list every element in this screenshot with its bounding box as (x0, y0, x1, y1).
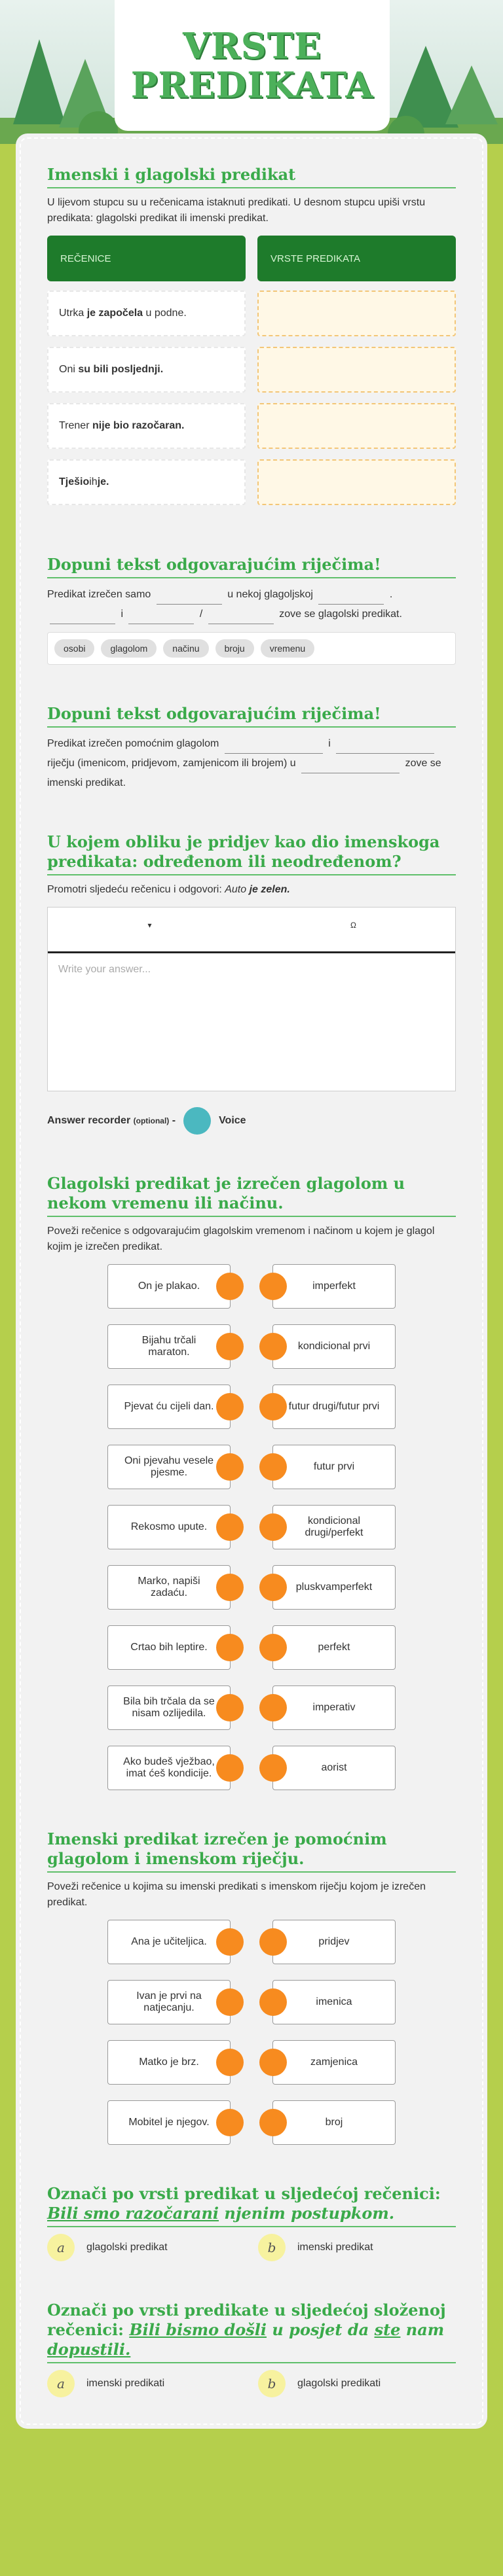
match-right-item[interactable] (272, 1505, 396, 1549)
match-left-item[interactable] (107, 1385, 231, 1429)
title-box (115, 0, 390, 131)
column-header-sentences: REČENICE (47, 236, 246, 281)
section-instruction (47, 882, 456, 898)
match-left-item[interactable] (107, 2040, 231, 2085)
match-row (47, 1920, 456, 1964)
option-label: imenski predikati (86, 2378, 165, 2389)
match-row (47, 2040, 456, 2085)
predicate-table (47, 236, 456, 516)
match-left-item[interactable] (107, 1445, 231, 1489)
connector-dot[interactable] (216, 1634, 244, 1661)
section-match-nominal (47, 1829, 456, 2145)
voice-label: Voice (219, 1115, 246, 1126)
match-right-text: futur prvi (313, 1461, 355, 1472)
match-right-text: zamjenica (310, 2056, 358, 2068)
sentence-text: Trener (59, 420, 90, 431)
match-left-item[interactable] (107, 1685, 231, 1730)
match-right-item[interactable] (272, 1746, 396, 1790)
connector-dot[interactable] (216, 1574, 244, 1601)
word-bank (47, 632, 456, 665)
types-column (257, 236, 456, 516)
connector-dot[interactable] (216, 1988, 244, 2016)
blank-input[interactable] (225, 742, 323, 754)
match-right-item[interactable] (272, 1685, 396, 1730)
section-heading: Imenski predikat izrečen je pomoćnim glagolom i imenskom riječju. (47, 1829, 456, 1873)
choice-option[interactable] (47, 2234, 245, 2261)
match-row (47, 1980, 456, 2024)
sentence-text: u podne. (145, 308, 187, 319)
option-badge: b (258, 2234, 286, 2261)
text-fragment: Predikat izrečen samo (47, 589, 151, 600)
predicate-text: je. (97, 476, 109, 487)
word-chip[interactable]: glagolom (101, 639, 157, 658)
choice-group (47, 2370, 456, 2397)
match-right-item[interactable] (272, 1264, 396, 1309)
special-characters-icon[interactable]: Ω (350, 921, 356, 930)
predicate-text: je započela (86, 308, 143, 319)
match-left-text: Oni pjevahu vesele pjesme. (124, 1455, 214, 1478)
match-row (47, 1685, 456, 1730)
page-title-text: VRSTE PREDIKATA (130, 25, 374, 106)
match-left-item[interactable] (107, 1505, 231, 1549)
text-fragment: Predikat izrečen pomoćnim glagolom (47, 738, 219, 749)
matching-exercise (47, 1920, 456, 2145)
match-row (47, 2100, 456, 2145)
match-right-text: futur drugi/futur prvi (288, 1401, 380, 1412)
heading-predicate: ste (374, 2320, 401, 2339)
match-left-item[interactable] (107, 1264, 231, 1309)
option-badge: b (258, 2370, 286, 2397)
match-right-item[interactable] (272, 1625, 396, 1670)
answer-drop-zone[interactable] (257, 403, 456, 449)
match-row (47, 1505, 456, 1549)
match-right-item[interactable] (272, 2040, 396, 2085)
blank-input[interactable] (157, 593, 222, 605)
match-right-text: pridjev (318, 1936, 350, 1947)
match-row (47, 1264, 456, 1309)
section-choice-1 (47, 2184, 456, 2261)
connector-dot[interactable] (259, 2109, 287, 2136)
blank-input[interactable] (301, 762, 400, 773)
section-heading (47, 2301, 456, 2363)
match-row (47, 1324, 456, 1369)
text-fragment: i (121, 609, 124, 620)
word-chip[interactable]: osobi (54, 639, 94, 658)
predicate-text: nije bio razočaran. (92, 420, 185, 431)
connector-dot[interactable] (259, 1988, 287, 2016)
match-right-item[interactable] (272, 2100, 396, 2145)
section-choice-2 (47, 2301, 456, 2397)
connector-dot[interactable] (259, 1694, 287, 1721)
heading-predicate: Bili smo razočarani (47, 2204, 219, 2223)
connector-dot[interactable] (259, 1453, 287, 1481)
connector-dot[interactable] (259, 1574, 287, 1601)
match-row (47, 1385, 456, 1429)
option-badge: a (47, 2234, 75, 2261)
connector-dot[interactable] (216, 1453, 244, 1481)
option-label: glagolski predikat (86, 2242, 168, 2253)
sentence-cell (47, 291, 246, 336)
text-fragment: u nekoj glagoljskoj (227, 589, 313, 600)
match-left-item[interactable] (107, 1746, 231, 1790)
match-left-item[interactable] (107, 1565, 231, 1610)
match-row (47, 1445, 456, 1489)
match-left-text: Marko, napiši zadaću. (138, 1576, 200, 1598)
connector-dot[interactable] (259, 1754, 287, 1782)
worksheet-body (20, 137, 483, 2425)
match-left-text: Rekosmo upute. (130, 1521, 208, 1532)
match-right-text: perfekt (318, 1642, 350, 1653)
text-fragment: / (199, 609, 203, 620)
sentence-cell (47, 403, 246, 449)
sentence-text: Utrka (59, 308, 84, 319)
match-left-text: Ako budeš vježbao, imat ćeš kondicije. (123, 1756, 215, 1779)
match-right-item[interactable] (272, 1324, 396, 1369)
match-right-text: broj (325, 2117, 343, 2128)
column-header-types: VRSTE PREDIKATA (257, 236, 456, 281)
word-chip[interactable]: broju (215, 639, 254, 658)
connector-dot[interactable] (216, 1393, 244, 1420)
connector-dot[interactable] (216, 2109, 244, 2136)
connector-dot[interactable] (216, 1754, 244, 1782)
match-left-text: Pjevat ću cijeli dan. (124, 1401, 214, 1412)
match-left-text: Mobitel je njegov. (128, 2117, 210, 2128)
answer-drop-zone[interactable] (257, 459, 456, 505)
match-row (47, 1746, 456, 1790)
match-right-item[interactable] (272, 1385, 396, 1429)
heading-text: Označi po vrsti predikate u sljedećoj složenoj rečenici: (47, 2301, 446, 2339)
sentence-cell (47, 347, 246, 393)
text-fragment: zove se imenski predikat. (47, 758, 441, 788)
choice-option[interactable] (47, 2370, 245, 2397)
section-instruction: Poveži rečenice s odgovarajućim glagolskim vremenom i načinom u kojem je glagol kojim je izrečen predikat. (47, 1226, 435, 1252)
answer-drop-zone[interactable] (257, 347, 456, 393)
header-banner (0, 0, 503, 144)
example-sentence: Auto (225, 884, 250, 895)
word-chip[interactable]: vremenu (261, 639, 314, 658)
match-right-item[interactable] (272, 1920, 396, 1964)
connector-dot[interactable] (259, 1928, 287, 1956)
font-dropdown-icon[interactable]: ▾ (147, 921, 152, 930)
connector-dot[interactable] (216, 1333, 244, 1360)
match-row (47, 1625, 456, 1670)
connector-dot[interactable] (216, 1694, 244, 1721)
matching-exercise (47, 1264, 456, 1790)
match-left-item[interactable] (107, 1324, 231, 1369)
section-instruction: U lijevom stupcu su u rečenicama istaknuti predikati. U desnom stupcu upiši vrstu predikata: glagolski predikat ili imenski predikat. (47, 197, 426, 224)
match-left-text: Ivan je prvi na natjecanju. (136, 1990, 202, 2013)
section-fill-blanks-1 (47, 555, 456, 665)
heading-text: u posjet da (267, 2320, 375, 2339)
text-fragment: . (389, 589, 393, 600)
heading-text: Označi po vrsti predikat u sljedećoj rečenici: (47, 2184, 441, 2203)
connector-dot[interactable] (259, 1513, 287, 1541)
connector-dot[interactable] (216, 1513, 244, 1541)
match-right-item[interactable] (272, 1980, 396, 2024)
section-fill-blanks-2 (47, 704, 456, 793)
editor-toolbar (48, 908, 455, 953)
fill-text (47, 585, 456, 624)
match-left-text: Bijahu trčali maraton. (141, 1335, 196, 1358)
section-heading: Glagolski predikat je izrečen glagolom u nekom vremenu ili načinu. (47, 1174, 456, 1217)
match-right-text: kondicional prvi (297, 1341, 371, 1352)
option-label: imenski predikat (297, 2242, 373, 2253)
section-open-answer (47, 832, 456, 1135)
match-right-text: imperfekt (312, 1280, 356, 1292)
heading-predicate: Bili bismo došli (129, 2320, 267, 2339)
blank-input[interactable] (318, 593, 384, 605)
section-heading: Dopuni tekst odgovarajućim riječima! (47, 704, 456, 728)
section-match-tenses (47, 1174, 456, 1790)
connector-dot[interactable] (216, 1928, 244, 1956)
predicate-text: su bili posljednji. (78, 364, 164, 375)
option-badge: a (47, 2370, 75, 2397)
match-row (47, 1565, 456, 1610)
answer-recorder (47, 1107, 456, 1135)
example-predicate: je zelen. (249, 884, 290, 895)
match-left-item[interactable] (107, 1980, 231, 2024)
heading-predicate: dopustili. (47, 2340, 131, 2359)
sentence-cell (47, 459, 246, 505)
choice-option[interactable] (258, 2234, 456, 2261)
match-left-item[interactable] (107, 1625, 231, 1670)
section-heading (47, 2184, 456, 2227)
answer-textarea[interactable]: Write your answer... (58, 964, 151, 975)
connector-dot[interactable] (259, 1273, 287, 1300)
text-fragment: i (328, 738, 331, 749)
section-heading: U kojem obliku je pridjev kao dio imenskoga predikata: određenom ili neodređenom? (47, 832, 456, 875)
blank-input[interactable] (128, 612, 194, 624)
match-left-text: Bila bih trčala da se nisam ozlijedila. (123, 1696, 215, 1719)
connector-dot[interactable] (216, 2049, 244, 2076)
predicate-text: Tješio (59, 476, 90, 487)
match-right-text: imenica (316, 1996, 352, 2007)
match-left-item[interactable] (107, 1920, 231, 1964)
fill-text (47, 734, 456, 793)
sentences-column (47, 236, 246, 516)
heading-text: njenim postupkom. (219, 2204, 395, 2223)
blank-input[interactable] (208, 612, 274, 624)
voice-record-button[interactable] (183, 1107, 211, 1135)
match-left-item[interactable] (107, 2100, 231, 2145)
match-right-text: pluskvamperfekt (295, 1581, 373, 1593)
answer-drop-zone[interactable] (257, 291, 456, 336)
connector-dot[interactable] (259, 1393, 287, 1420)
recorder-label: Answer recorder (optional) - (47, 1115, 176, 1126)
instruction-text: Promotri sljedeću rečenicu i odgovori: (47, 884, 225, 895)
match-right-item[interactable] (272, 1445, 396, 1489)
match-right-text: aorist (321, 1762, 347, 1773)
match-right-text: imperativ (312, 1702, 356, 1713)
connector-dot[interactable] (259, 1634, 287, 1661)
page-title (115, 26, 390, 105)
section-predicate-table (47, 165, 456, 516)
match-left-text: On je plakao. (138, 1280, 200, 1292)
text-fragment: riječju (imenicom, pridjevom, zamjenicom ili brojem) u (47, 758, 296, 769)
sentence-text: Oni (59, 364, 75, 375)
connector-dot[interactable] (259, 1333, 287, 1360)
match-left-text: Ana je učiteljica. (131, 1936, 207, 1947)
section-heading: Imenski i glagolski predikat (47, 165, 456, 188)
sentence-text: ih (89, 476, 98, 487)
section-instruction: Poveži rečenice u kojima su imenski predikati s imenskom riječju kojom je izrečen predikat. (47, 1881, 426, 1908)
match-left-text: Crtao bih leptire. (130, 1642, 208, 1653)
match-right-item[interactable] (272, 1565, 396, 1610)
choice-group (47, 2234, 456, 2261)
blank-input[interactable] (50, 612, 115, 624)
match-right-text: kondicional drugi/perfekt (305, 1515, 363, 1538)
heading-text: nam (400, 2320, 445, 2339)
text-fragment: zove se glagolski predikat. (279, 609, 402, 620)
option-label: glagolski predikati (297, 2378, 381, 2389)
connector-dot[interactable] (216, 1273, 244, 1300)
choice-option[interactable] (258, 2370, 456, 2397)
connector-dot[interactable] (259, 2049, 287, 2076)
answer-editor (47, 907, 456, 1091)
word-chip[interactable]: načinu (163, 639, 208, 658)
section-heading: Dopuni tekst odgovarajućim riječima! (47, 555, 456, 578)
match-left-text: Matko je brz. (139, 2056, 199, 2068)
blank-input[interactable] (336, 742, 434, 754)
